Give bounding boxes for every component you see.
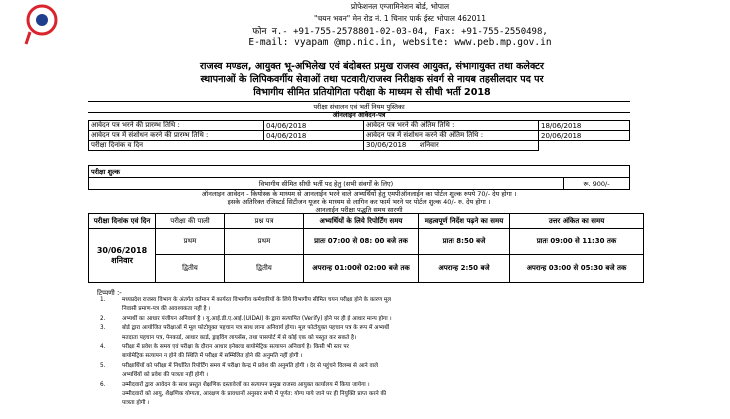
note-number [100,399,122,408]
value-cell: 18/06/2018 [539,121,630,131]
notes-list [100,296,640,409]
notes-heading: टिप्पणी :- [97,289,122,297]
instructions-cell: अपरान्ह 2:50 बजे [419,255,510,283]
notice-title [52,60,692,99]
note-item [100,324,640,333]
label-cell: परीक्षा दिनांक व दिन [89,141,364,151]
org-email: E-mail: vyapam @mp.nic.in, website: www.peb.mp.gov.in [248,37,552,48]
schedule-date-cell [89,229,156,283]
exam-date: 30/06/2018 [366,141,407,149]
note-text: उम्मीदवारों को आयु, शैक्षणिक योग्यता, आरक्षण के प्रावधानों अनुसार सभी में पूर्णत: योग्य पाये जाने पर ही नियुक्ति प्राप्त करने की [122,391,387,398]
note-number: 4. [100,344,106,351]
note-item [100,296,640,305]
title-line: स्थापनाओं के लिपिकवर्गीय सेवाओं तथा पटवारी/राजस्व निरीक्षक संवर्ग से नायब तहसीलदार पद पर [200,74,544,85]
org-address: "चयन भवन" मेन रोड नं. 1 चिनार पार्क ईस्ट भोपाल 462011 [314,14,486,23]
table-row [89,178,630,190]
table-row [89,121,630,131]
note-text: परीक्षा में प्रवेश के समय एवं परीक्षा के दौरान आधार इनेबल्ड बायोमेट्रिक सत्यापन अनिवार्य है। किसी भी स्तर पर [122,344,349,351]
schedule-table [88,213,644,283]
note-item [100,343,640,352]
fee-note: इसके अतिरिक्त रजिस्टर्ड सिटीजन यूजर के माध्यम से लागिन कर फार्म भरने पर पोर्टल शुल्क 40/- रु. देय होगा । [227,198,491,206]
note-number [100,390,122,399]
note-item [100,334,640,343]
note-number [100,352,122,361]
org-name: प्रोफेशनल एग्जामिनेशन बोर्ड, भोपाल [350,2,450,11]
paper-cell: प्रथम [225,229,304,255]
exam-day: शनिवार [419,141,439,149]
note-text: पात्रता होगी । [122,400,150,407]
note-number [100,305,122,314]
note-number: 5. [100,362,106,369]
note-text: निवासी प्रमाण-पत्र की आवश्यकता नहीं है । [122,306,211,313]
fee-amount: रू. 900/- [564,178,630,190]
instructions-cell: प्रातः 8:50 बजे [419,229,510,255]
note-number: 6. [100,381,106,388]
label-cell: आवेदन पत्र भरने की प्रारम्भ तिथि : [89,121,264,131]
col-header: महत्वपूर्ण निर्देश पढ़ने का समय [419,214,510,229]
note-item [100,352,640,361]
peb-logo [12,2,72,48]
title-line: राजस्व मण्डल, आयुक्त भू-अभिलेख एवं बंदोबस्त प्रमुख राजस्व आयुक्त, संभागायुक्त तथा कलेक्टर [200,61,544,72]
value-cell: 04/06/2018 [264,121,364,131]
dates-table [88,120,630,151]
section-online-heading: ऑनलाइन आवेदन-पत्र [332,111,386,119]
note-text: बायोमेट्रिक सत्यापन न होने की स्थिति में परीक्षा में सम्मिलित होने की अनुमति नहीं होगी । [122,353,303,360]
table-row [89,229,644,255]
value-cell: 04/06/2018 [264,131,364,141]
label-cell: आवेदन पत्र में संशोधन करने की अंतिम तिथि : [364,131,539,141]
note-number: 1. [100,297,106,303]
note-item [100,362,640,371]
note-text: मतदाता पहचान पत्र, पेनकार्ड, आधार कार्ड, ड्राइविंग लायसेंस, तथा पासपोर्ट में से कोई एक को पस्तुत कर सकते है। [122,334,357,341]
fee-note: ऑनलाइन आवेदन - कियोस्क के माध्यम से आनलाईन भरने वाले अभ्यर्थियों हेतु एमपीऑनलाईन का पोर्टल शुल्क रुपये 70/- देय होगा । [201,190,517,198]
label-cell: आवेदन पत्र भरने की अंतिम तिथि : [364,121,539,131]
reporting-cell: प्रातः 07:00 से 08: 00 बजे तक [304,229,419,255]
note-item [100,371,640,380]
note-number [100,371,122,380]
answer-cell: अपरान्ह 03:00 से 05:30 बजे तक [510,255,644,283]
note-text: अभ्यर्थी का आधार पंजीयन अनिवार्य है । यू.आई.डी.ए.आई.(UIDAI) के द्वारा सत्यापित (Verify) होने पर ही ई आधार मान्य होगा । [122,315,392,322]
col-header: परीक्षा दिनांक एवं दिन [89,214,156,229]
paper-cell: द्वितीय [225,255,304,283]
title-line: विभागीय सीमित प्रतियोगिता परीक्षा के माध्यम से सीधी भर्ती 2018 [253,87,491,98]
table-row [89,255,644,283]
note-text: अभ्यर्थियों को प्रवेश की पात्रता नहीं होगी । [122,372,209,379]
table-row [89,131,630,141]
section-conduct-heading: परीक्षा संचालन एवं भर्ती नियम पुस्तिका [88,101,630,113]
note-number: 2. [100,315,106,322]
note-item [100,305,640,314]
note-text: उम्मीदवारों द्वारा आवेदन के साथ प्रस्तुत शैक्षणिक दस्तावेजों का सत्यापन प्रमुख राजस्व आयुक्त कार्यालय में किया जायेगा । [122,381,370,388]
note-item [100,381,640,390]
reporting-cell: अपरान्ह 01:00से 02:00 बजे तक [304,255,419,283]
answer-cell: प्रातः 09:00 से 11:30 तक [510,229,644,255]
schedule-day: शनिवार [111,255,133,265]
exam-date-cell [364,141,539,151]
note-text: परीक्षार्थियों को परीक्षा में निर्धारित रिपोर्टिंग समय में परीक्षा केन्द्र में प्रवेश की अनुमति होगी । देर से पहुंचने विलम्ब से आने वाले [122,362,378,369]
schedule-title: आनलाईन परीक्षा पद्धति समय सारणी [315,206,403,214]
fee-heading: परीक्षा शुल्क [89,166,630,178]
col-header: प्रश्न पत्र [225,214,304,229]
col-header: परीक्षा की पाली [156,214,225,229]
table-row [89,214,644,229]
note-text: बोर्ड द्वारा आयोजित परीक्षाओं में मूल फोटोयुक्त पहचान पत्र साथ लाना अनिवार्य होगा। मूल फोटोयुक्त पहचान पत्र के रूप में अभ्यर्थी [122,325,390,332]
fee-description: विभागीय सीमित सीधी भर्ती पद हेतु (सभी संवर्गों के लिए) [89,178,564,190]
col-header: उत्तर अंकित का समय [510,214,644,229]
note-number [100,334,122,343]
schedule-date: 30/06/2018 [96,245,148,255]
note-item [100,399,640,408]
note-text: मध्यप्रदेश राजस्व विभाग के अंतर्गत वर्तमान में कार्यरत विभागीय कर्मचारियों के लिये विभागीय सीमित चयन परीक्षा होने के कारण मूल [122,297,392,303]
empty-cell [539,141,630,151]
label-cell: आवेदन पत्र में संशोधन करने की प्रारम्भ तिथि : [89,131,264,141]
peb-logo-icon [12,2,72,48]
fee-table [88,165,630,190]
table-row [89,141,630,151]
org-phone: फोन न.- +91-755-2578801-02-03-04, Fax: +91-755-2550498, [252,27,548,37]
note-item [100,390,640,399]
value-cell: 20/06/2018 [539,131,630,141]
col-header: अभ्यर्थियों के लिये रिपोर्टिंग समय [304,214,419,229]
shift-cell: द्वितीय [156,255,225,283]
shift-cell: प्रथम [156,229,225,255]
note-item [100,315,640,324]
note-number: 3. [100,325,106,332]
table-row [89,166,630,178]
